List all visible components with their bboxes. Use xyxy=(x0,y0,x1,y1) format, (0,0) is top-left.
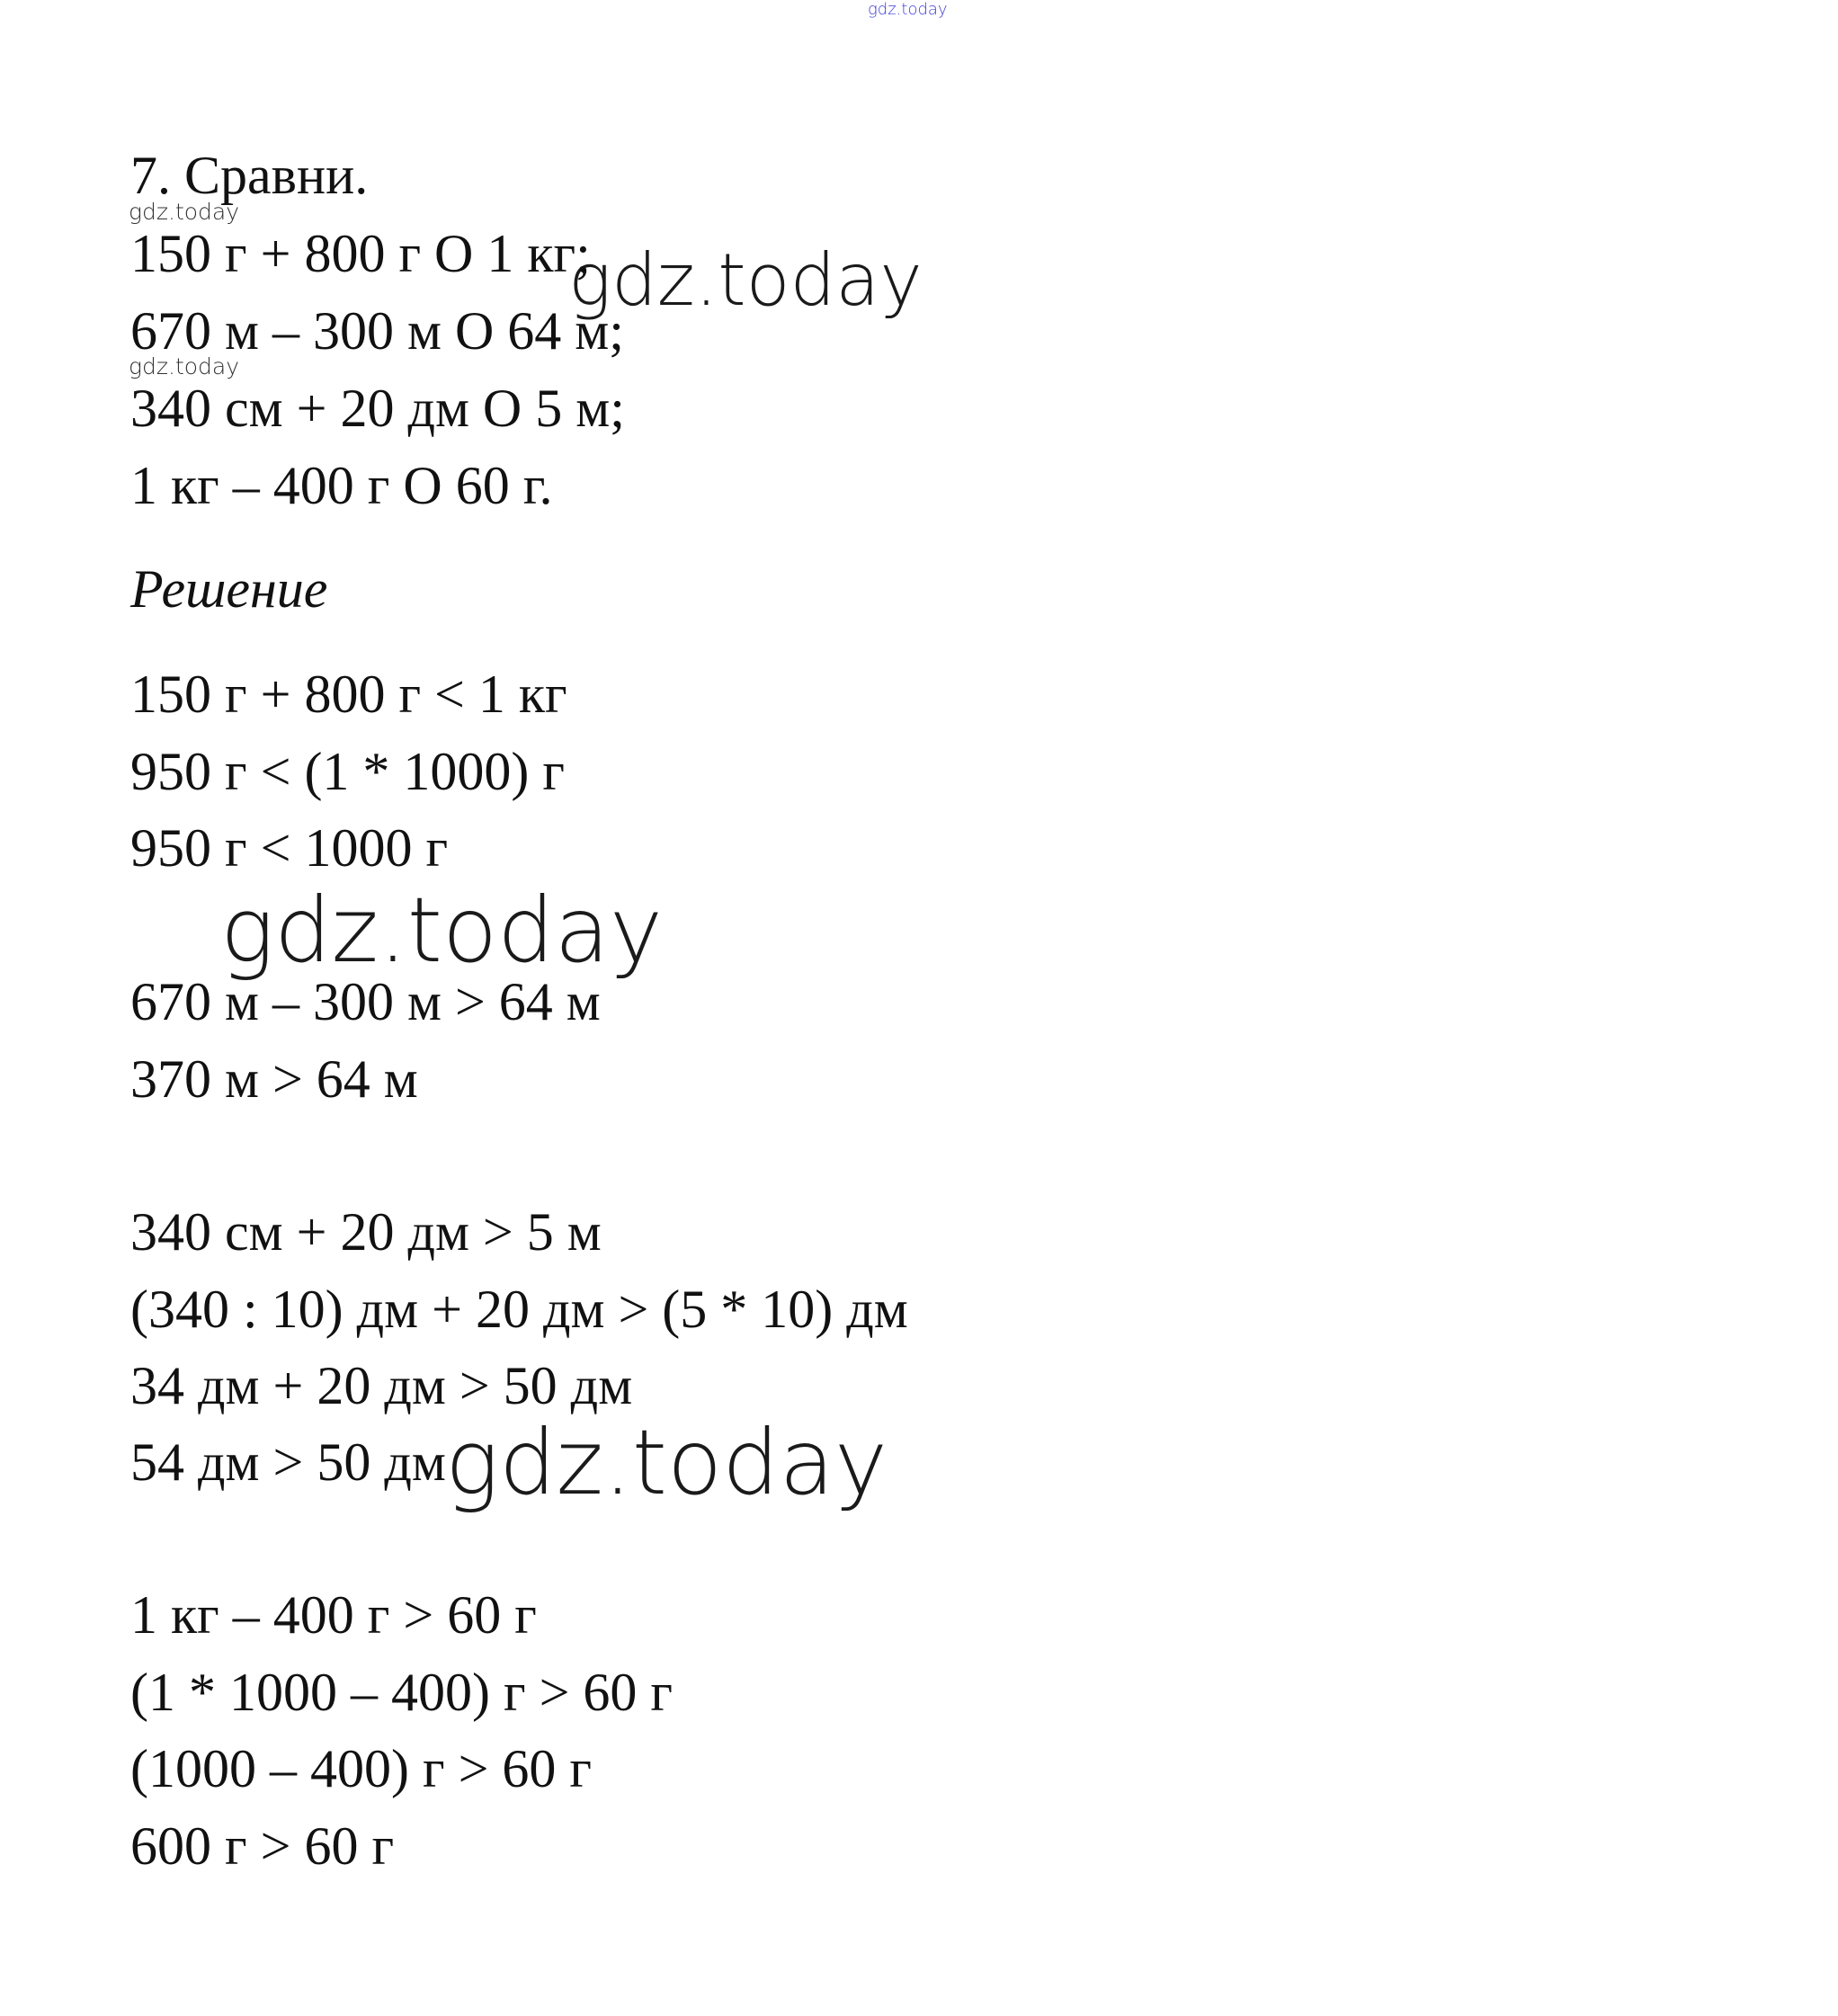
solution-line: (1 * 1000 – 400) г > 60 г xyxy=(130,1663,674,1722)
solution-line: 950 г < (1 * 1000) г xyxy=(130,742,566,801)
solution-line: 150 г + 800 г < 1 кг xyxy=(130,665,567,724)
watermark-small: gdz.today xyxy=(129,199,240,225)
watermark-top[interactable]: gdz.today xyxy=(868,0,948,19)
watermark-large: gdz.today xyxy=(220,878,664,983)
solution-heading: Решение xyxy=(130,559,328,619)
task-item: 150 г + 800 г О 1 кг; xyxy=(130,224,591,283)
watermark-small: gdz.today xyxy=(129,353,240,379)
watermark-large: gdz.today xyxy=(568,238,923,322)
solution-line: 34 дм + 20 дм > 50 дм xyxy=(130,1356,633,1415)
solution-line: 600 г > 60 г xyxy=(130,1816,395,1876)
solution-line: 1 кг – 400 г > 60 г xyxy=(130,1585,537,1645)
solution-line: 950 г < 1000 г xyxy=(130,818,449,878)
solution-line: 370 м > 64 м xyxy=(130,1049,418,1109)
task-item: 340 см + 20 дм О 5 м; xyxy=(130,379,625,438)
solution-line: 670 м – 300 м > 64 м xyxy=(130,972,601,1031)
solution-line: (1000 – 400) г > 60 г xyxy=(130,1739,593,1798)
solution-line: 340 см + 20 дм > 5 м xyxy=(130,1202,602,1262)
task-item: 1 кг – 400 г О 60 г. xyxy=(130,456,553,515)
solution-line: (340 : 10) дм + 20 дм > (5 * 10) дм xyxy=(130,1280,908,1339)
solution-line: 54 дм > 50 дм xyxy=(130,1432,446,1492)
task-title: 7. Сравни. xyxy=(130,146,369,205)
watermark-large: gdz.today xyxy=(445,1410,888,1515)
task-item: 670 м – 300 м О 64 м; xyxy=(130,301,624,361)
